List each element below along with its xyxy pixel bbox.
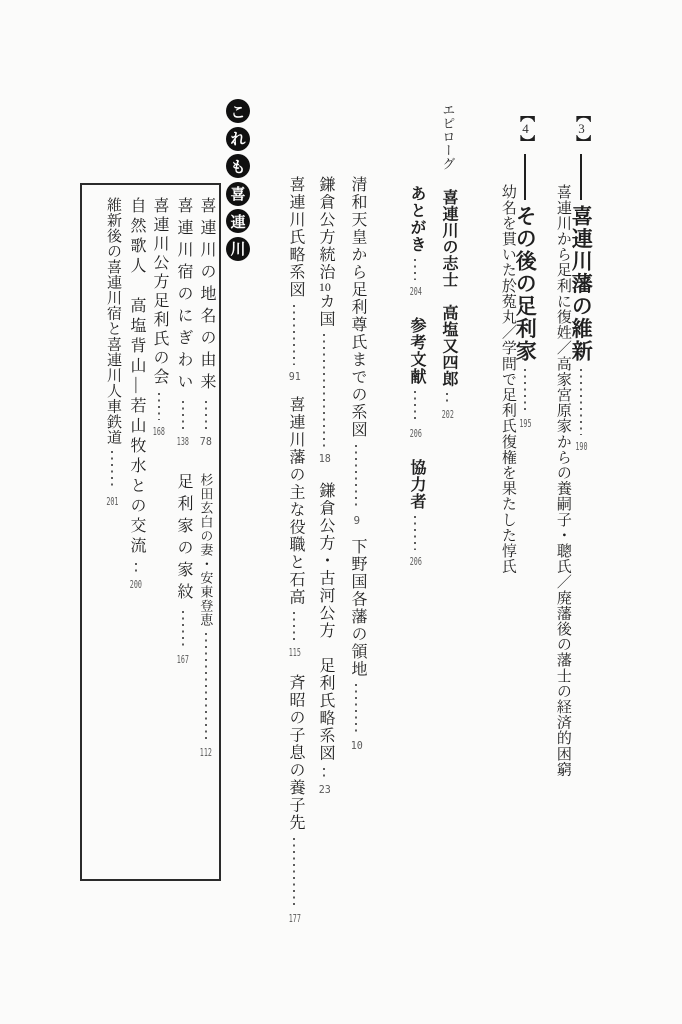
dots-leader — [414, 259, 416, 280]
section-4-page-number: 195 — [519, 418, 532, 429]
entry-title: 鎌倉公方・古河公方 足利氏略系図 — [316, 482, 334, 762]
series-title-char — [226, 237, 250, 261]
series-title — [226, 99, 250, 264]
section-4-title: その後の足利家 — [513, 205, 538, 363]
toc-entry-kitsuregawa-keizu — [286, 176, 303, 382]
backmatter-column — [407, 185, 424, 567]
page-number: 18 — [318, 453, 331, 464]
page-number: 10 — [350, 740, 363, 751]
series-char-4: 連 — [230, 214, 246, 231]
page-number: 78 — [199, 436, 212, 447]
dots-leader — [414, 391, 416, 422]
dots-leader — [414, 516, 416, 550]
page-number: 23 — [318, 784, 331, 795]
page-number: 168 — [152, 426, 165, 437]
toc-entry-kubo-keizu — [316, 482, 334, 795]
toc-entry-chimei-yurai — [197, 197, 214, 447]
toc-entry-keizu-seiwa — [348, 176, 365, 526]
dots-leader — [580, 369, 582, 436]
entry-title: 自然歌人 高塩背山―若山牧水との交流 — [128, 197, 145, 557]
bracket-open: 【 — [518, 107, 535, 122]
series-title-char — [226, 209, 250, 233]
entry-title: 喜連川藩の主な役職と石高 — [286, 396, 304, 606]
entry-title: 喜連川の地名の由来 — [198, 197, 215, 395]
page-number: 200 — [129, 579, 142, 590]
toc-entry-sankobunken — [407, 317, 424, 439]
toc-entry-kamakura-10koku — [316, 176, 333, 464]
entry-title: 維新後の喜連川宿と喜連川人車鉄道 — [105, 197, 121, 445]
toc-entry-kamon — [174, 473, 191, 665]
dots-leader — [182, 401, 184, 430]
dots-leader — [182, 611, 184, 648]
entry-title: 杉田玄白の妻・安東登恵 — [198, 473, 214, 627]
dots-leader — [323, 334, 325, 447]
toc-entry-jinsha-tetsudo — [104, 197, 120, 507]
section-3-heading — [570, 107, 592, 452]
toc-entry-kyoryokusha — [407, 459, 424, 567]
dots-leader — [355, 684, 357, 734]
entry-title: 喜連川公方足利氏の会 — [151, 197, 168, 387]
epilogue-page-number: 202 — [441, 408, 454, 420]
entry-title: 斉昭の子息の養子先 — [286, 674, 304, 832]
dots-leader — [205, 401, 207, 430]
box-column-1 — [197, 197, 214, 758]
dots-leader — [323, 768, 325, 778]
entry-title: 下野国各藩の領地 — [348, 538, 366, 678]
figure-list-column-3 — [286, 176, 303, 924]
dash-line — [524, 154, 526, 200]
series-char-2: も — [230, 159, 246, 176]
page-number: 206 — [409, 428, 422, 439]
dots-leader — [446, 393, 448, 403]
epilogue-label: エピローグ — [440, 103, 456, 171]
page-number: 177 — [288, 913, 301, 924]
dots-leader — [135, 563, 137, 573]
page-number: 206 — [409, 556, 422, 567]
page-number: 201 — [106, 496, 119, 507]
entry-title: 喜連川氏略系図 — [286, 176, 304, 299]
box-column-4 — [127, 197, 144, 589]
entry-title: 協力者 — [407, 459, 425, 510]
section-4-number: 4 — [522, 122, 529, 135]
page-number: 112 — [199, 747, 212, 758]
dots-leader — [293, 612, 295, 641]
section-4-heading — [514, 107, 536, 429]
toc-entry-nariaki-yoshisaki — [286, 674, 303, 924]
series-title-char — [226, 154, 250, 178]
entry-title: 参考文献 — [407, 317, 425, 385]
entry-title: 足利家の家紋 — [175, 473, 192, 605]
series-char-0: こ — [230, 104, 246, 121]
page-number: 204 — [409, 286, 422, 297]
figure-list-column-1 — [348, 176, 365, 751]
bracket-close: 】 — [518, 135, 535, 150]
bracket-open: 【 — [574, 107, 591, 122]
page-number: 9 — [353, 515, 361, 526]
dots-leader — [355, 445, 357, 510]
bracket-close: 】 — [574, 135, 591, 150]
dots-leader — [158, 393, 160, 420]
entry-title-pre: 鎌倉公方統治 — [316, 176, 334, 281]
box-column-3 — [150, 197, 167, 437]
dash-line — [580, 154, 582, 200]
section-3-subtopics: 喜連川から足利に復姓／高家宮原家からの養嗣子・聰氏／廃藩後の藩士の経済的困窮 — [554, 184, 571, 777]
epilogue-column — [439, 103, 457, 420]
section-4-subtopics-column — [499, 184, 515, 572]
toc-entry-shizen-kajin — [127, 197, 144, 589]
entry-title-post: カ国 — [316, 293, 334, 328]
figure-list-column-2 — [316, 176, 334, 795]
page-number: 115 — [288, 647, 301, 658]
box-column-5 — [104, 197, 120, 507]
section-3-page-number: 190 — [575, 441, 588, 452]
series-title-char — [226, 99, 250, 123]
page-number: 167 — [176, 654, 189, 665]
entry-title-number: 10 — [318, 281, 331, 293]
section-3-number: 3 — [578, 122, 585, 135]
series-char-5: 川 — [230, 242, 246, 258]
entry-title: 喜連川宿のにぎわい — [175, 197, 192, 395]
dots-leader — [524, 369, 526, 413]
entry-title: あとがき — [407, 185, 425, 253]
section-3-title: 喜連川藩の維新 — [569, 205, 594, 363]
column-box — [80, 183, 221, 881]
section-3-subtopics-column — [554, 184, 570, 794]
toc-entry-shimotsuke-ryochi — [348, 538, 365, 751]
page-number: 138 — [176, 436, 189, 447]
dots-leader — [293, 838, 295, 908]
box-column-2 — [174, 197, 191, 665]
toc-entry-shuku-nigiwai — [174, 197, 191, 447]
series-title-char — [226, 127, 250, 151]
epilogue-title: 喜連川の志士 高塩又四郎 — [439, 188, 457, 387]
toc-entry-kubo-ashikaga-kai — [150, 197, 167, 437]
page-number: 91 — [288, 371, 301, 382]
series-title-char — [226, 182, 250, 206]
series-char-1: れ — [230, 132, 246, 148]
entry-title: 清和天皇から足利尊氏までの系図 — [348, 176, 366, 439]
dots-leader — [293, 305, 295, 366]
toc-entry-yakushoku-kokudaka — [286, 396, 303, 658]
series-char-3: 喜 — [230, 187, 246, 203]
toc-entry-sugita-gempaku — [199, 473, 213, 758]
section-4-subtopics: 幼名を貫いた於菟丸／学問で足利氏復権を果たした惇氏 — [499, 184, 516, 574]
dots-leader — [111, 451, 113, 490]
toc-entry-atogaki — [407, 185, 424, 297]
dots-leader — [205, 633, 207, 741]
